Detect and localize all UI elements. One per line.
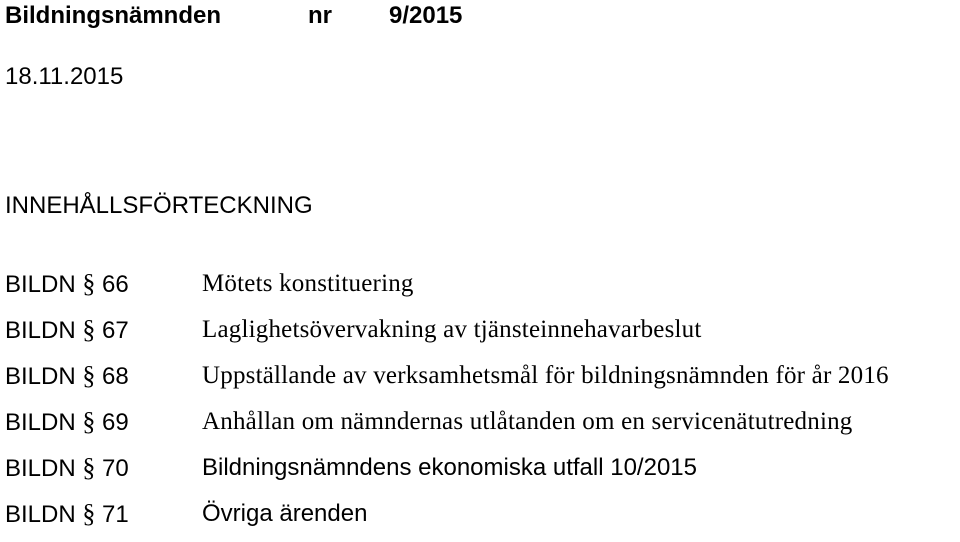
section-number: 71 (102, 501, 129, 528)
section-subject: Laglighetsövervakning av tjänsteinnehavarbeslut (202, 316, 702, 343)
section-prefix: BILDN (5, 317, 76, 344)
section-number: 67 (102, 317, 129, 344)
section-subject: Bildningsnämndens ekonomiska utfall 10/2015 (202, 454, 697, 481)
meeting-date: 18.11.2015 (5, 63, 124, 90)
section-code (5, 500, 129, 529)
toc-entry (5, 450, 960, 496)
toc-title: INNEHÅLLSFÖRTECKNING (5, 192, 313, 219)
toc-list (5, 266, 960, 542)
toc-entry (5, 404, 960, 450)
organization-name: Bildningsnämnden (5, 2, 221, 29)
section-code (5, 408, 129, 437)
toc-entry (5, 358, 960, 404)
number-label: nr (308, 2, 332, 29)
section-number: 68 (102, 363, 129, 390)
section-sign: § (82, 407, 96, 436)
section-subject: Anhållan om nämndernas utlåtanden om en servicenätutredning (202, 408, 853, 435)
section-prefix: BILDN (5, 363, 76, 390)
section-sign: § (82, 315, 96, 344)
section-code (5, 362, 129, 391)
section-prefix: BILDN (5, 271, 76, 298)
section-number: 66 (102, 271, 129, 298)
section-code (5, 270, 129, 299)
section-subject: Uppställande av verksamhetsmål för bildningsnämnden för år 2016 (202, 362, 889, 389)
section-prefix: BILDN (5, 409, 76, 436)
section-number: 70 (102, 455, 129, 482)
toc-entry (5, 312, 960, 358)
section-code (5, 316, 129, 345)
section-code (5, 454, 129, 483)
section-sign: § (82, 269, 96, 298)
section-prefix: BILDN (5, 501, 76, 528)
section-sign: § (82, 499, 96, 528)
section-prefix: BILDN (5, 455, 76, 482)
toc-entry (5, 496, 960, 542)
section-subject: Övriga ärenden (202, 500, 368, 527)
section-subject: Mötets konstituering (202, 270, 414, 297)
section-sign: § (82, 361, 96, 390)
toc-entry (5, 266, 960, 312)
section-number: 69 (102, 409, 129, 436)
meeting-number: 9/2015 (389, 2, 463, 29)
section-sign: § (82, 453, 96, 482)
